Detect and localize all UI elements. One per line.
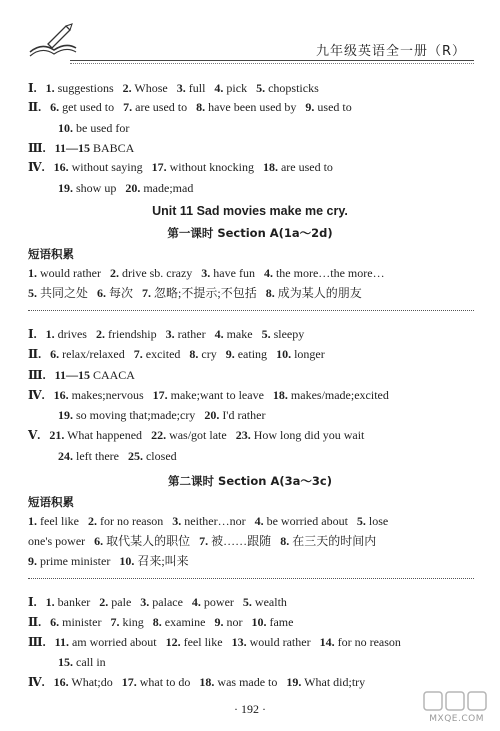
item-text: sleepy [270,327,305,341]
answer-item [276,347,325,361]
item-number: 3. [201,266,211,280]
item-number: 7. [110,615,120,629]
item-number: Ⅱ. [28,347,42,361]
item-number: 2. [122,81,132,95]
answer-item [255,514,348,528]
item-text: CAACA [89,368,135,382]
item-number: 2. [99,595,109,609]
item-number: 17. [152,388,168,402]
answer-item [28,327,37,341]
item-text: banker [54,595,91,609]
answer-line [28,367,144,383]
item-text: 每次 [106,286,134,300]
item-number: 20. [204,408,220,422]
phrase-heading: 短语积累 [28,247,74,261]
item-number: 18. [262,160,278,174]
answer-line [28,99,361,115]
answer-line [28,427,373,443]
answer-item [55,635,157,649]
answer-item [153,388,264,402]
book-title: 九年级英语全一册（R） [315,44,466,59]
answer-item [58,408,195,422]
item-number: Ⅲ. [28,635,46,649]
answer-item [196,100,296,114]
answer-item [204,408,265,422]
page-header [0,0,500,66]
answer-item [153,615,206,629]
answer-item [232,635,311,649]
answer-line [58,120,138,136]
item-number: 24. [58,449,73,463]
item-text: left there [73,449,119,463]
item-text: fame [266,615,294,629]
item-text: drive sb. crazy [118,266,193,280]
item-number: 13. [231,635,247,649]
answer-line [58,654,115,670]
answer-item [199,534,271,548]
answer-line [28,553,198,569]
item-number: Ⅰ. [28,595,37,609]
item-text: How long did you wait [250,428,365,442]
item-text: for no reason [96,514,164,528]
item-number: 25. [127,449,143,463]
answer-item [320,635,401,649]
answer-item [280,534,376,548]
watermark [394,690,494,726]
lesson-title: 第一课时 Section A(1a～2d) [167,226,333,240]
answer-item [46,595,91,609]
answer-item [28,141,46,155]
answer-item [54,388,144,402]
item-text: BABCA [89,141,135,155]
answer-line [28,265,394,281]
item-number: 6. [94,534,104,548]
item-number: 1. [45,595,55,609]
answer-item [201,266,255,280]
answer-item [243,595,287,609]
dotted-divider [28,310,474,311]
item-number: 8. [152,615,162,629]
item-text: What;do [68,675,113,689]
item-number: 17. [151,160,167,174]
item-number: Ⅱ. [28,615,42,629]
answer-item [58,449,119,463]
item-number: 5. [28,286,37,300]
item-number: 8. [196,100,206,114]
answer-item [28,595,37,609]
answer-item [58,655,106,669]
item-number: 5. [356,514,366,528]
item-number: 9. [214,615,224,629]
pen-book-logo-icon [26,22,80,62]
item-text: makes;nervous [68,388,144,402]
item-text: used to [314,100,352,114]
unit-title: Unit 11 Sad movies make me cry. [152,204,348,218]
item-number: 10. [251,615,267,629]
answer-item [110,615,143,629]
answer-line [28,80,328,96]
item-number: 8. [280,534,290,548]
answer-item [264,266,385,280]
item-number: 1. [28,266,37,280]
item-number: 19. [58,408,73,422]
item-text: longer [291,347,325,361]
answer-item [214,81,247,95]
item-text: prime minister [37,554,111,568]
item-text: rather [174,327,206,341]
item-text: make;want to leave [167,388,264,402]
item-number: 21. [49,428,65,442]
answer-item [251,615,293,629]
item-text: are used to [277,160,333,174]
answer-item [214,615,242,629]
phrase-heading: 短语积累 [28,495,74,509]
item-text: drives [54,327,87,341]
item-number: 4. [191,595,201,609]
item-text: nor [223,615,243,629]
item-text: be worried about [263,514,348,528]
item-text: suggestions [54,81,114,95]
item-text: king [119,615,144,629]
item-number: Ⅴ. [28,428,41,442]
answer-item [28,635,46,649]
item-text: what to do [136,675,191,689]
item-number: 3. [165,327,175,341]
answer-item [99,595,131,609]
answer-item [28,514,79,528]
item-number: 9. [225,347,235,361]
item-number: Ⅳ. [28,388,45,402]
answer-item [123,100,187,114]
item-text: Whose [131,81,168,95]
item-text: examine [161,615,206,629]
item-text: power [200,595,234,609]
answer-item [266,286,362,300]
item-text: call in [73,655,106,669]
item-number: 2. [109,266,119,280]
answer-item [28,428,40,442]
item-text: relax/relaxed [59,347,125,361]
answer-item [357,514,388,528]
item-number: 4. [254,514,264,528]
item-number: 4. [214,327,224,341]
answer-item [192,595,234,609]
answer-line [28,140,143,156]
answer-item [96,327,157,341]
answer-item [152,160,254,174]
item-text: am worried about [68,635,157,649]
answer-item [50,347,125,361]
item-number: 18. [199,675,215,689]
item-number: 18. [272,388,288,402]
answer-item [28,286,88,300]
answer-item [134,347,181,361]
item-text: get used to [59,100,115,114]
item-text: 召来;叫来 [134,554,189,568]
answer-line [28,387,398,403]
answer-item [49,428,142,442]
lesson-title: 第二课时 Section A(3a～3c) [168,474,332,488]
answer-item [122,675,191,689]
item-number: 8. [265,286,275,300]
item-text: palace [149,595,183,609]
item-text: have been used by [205,100,297,114]
answer-item [46,81,114,95]
answer-item [28,675,45,689]
answer-item [28,160,45,174]
item-number: Ⅳ. [28,675,45,689]
answer-item [125,181,193,195]
answer-item [123,81,168,95]
item-number: 8. [189,347,199,361]
answer-item [55,368,135,382]
item-number: 11—15 [54,368,90,382]
answer-item [110,266,192,280]
item-text: for no reason [334,635,401,649]
answer-line [28,594,296,610]
item-number: 7. [199,534,209,548]
item-number: 11—15 [54,141,90,155]
item-number: Ⅱ. [28,100,42,114]
item-text: full [185,81,206,95]
answer-item [54,160,143,174]
answer-line [28,285,371,301]
item-text: wealth [251,595,287,609]
dotted-divider [28,578,474,579]
answer-item [50,615,101,629]
item-text: so moving that;made;cry [73,408,196,422]
item-text: makes/made;excited [287,388,389,402]
item-number: 4. [214,81,224,95]
answer-item [88,514,163,528]
header-rule-dotted [70,63,474,64]
answer-item [54,675,113,689]
item-text: feel like [180,635,223,649]
answer-item [128,449,177,463]
item-number: 5. [261,327,271,341]
item-number: 9. [305,100,315,114]
item-number: 2. [95,327,105,341]
item-text: minister [59,615,102,629]
answer-line [28,634,410,650]
item-number: 6. [50,347,60,361]
item-number: 6. [50,615,60,629]
item-text: show up [73,181,117,195]
item-number: 11. [54,635,69,649]
item-number: 6. [97,286,107,300]
answer-item [28,615,41,629]
item-number: 15. [58,655,73,669]
answer-line [58,407,274,423]
item-text: be used for [73,121,130,135]
answer-line [28,326,313,342]
item-number: 3. [176,81,186,95]
item-text: excited [142,347,181,361]
item-number: 6. [50,100,60,114]
item-number: 10. [58,121,73,135]
answer-item [166,327,206,341]
item-text: lose [365,514,389,528]
answer-line [28,513,397,529]
item-number: 5. [256,81,266,95]
answer-item [58,181,116,195]
item-number: 19. [286,675,302,689]
item-text: 在三天的时间内 [289,534,377,548]
answer-item [262,327,305,341]
item-number: 19. [58,181,73,195]
item-text: cry [198,347,217,361]
answer-line [28,614,302,630]
item-text: I'd rather [219,408,266,422]
item-text: are used to [132,100,188,114]
answer-line [58,180,202,196]
answer-item [97,286,133,300]
item-text: friendship [104,327,157,341]
item-number: 17. [121,675,137,689]
item-text: was/got late [166,428,227,442]
item-number: 3. [172,514,182,528]
item-text: 共同之处 [37,286,89,300]
answer-item [28,534,85,548]
answer-line [28,674,374,690]
item-text: made;mad [140,181,194,195]
item-number: 14. [319,635,335,649]
answer-item [28,266,101,280]
answer-item [226,347,267,361]
item-text: make [223,327,253,341]
answer-item [286,675,365,689]
answer-item [46,327,87,341]
answer-item [273,388,389,402]
answer-item [28,347,41,361]
item-number: 3. [140,595,150,609]
item-text: one's power [28,534,86,548]
answer-item [94,534,190,548]
item-text: eating [234,347,268,361]
answer-line [58,448,186,464]
item-text: without saying [68,160,143,174]
item-number: 10. [119,554,135,568]
answer-item [177,81,206,95]
item-text: the more…the more… [272,266,385,280]
answer-item [55,141,135,155]
item-number: 2. [87,514,97,528]
item-text: What did;try [301,675,366,689]
item-number: 12. [165,635,181,649]
answer-item [50,100,114,114]
item-number: 16. [53,160,69,174]
item-text: feel like [37,514,79,528]
item-number: 7. [133,347,143,361]
answer-item [28,100,41,114]
answer-line [28,159,342,175]
item-text: 成为某人的朋友 [274,286,362,300]
item-number: Ⅰ. [28,81,37,95]
item-text: without knocking [166,160,254,174]
watermark-text: MXQE.COM [429,714,484,724]
answer-item [28,554,110,568]
answer-item [189,347,216,361]
answer-item [28,81,37,95]
answer-line [28,346,334,362]
item-text: 被……跟随 [208,534,272,548]
item-number: 20. [125,181,141,195]
answer-item [142,286,257,300]
item-number: Ⅳ. [28,160,45,174]
item-text: was made to [214,675,278,689]
item-text: pick [223,81,248,95]
item-number: Ⅲ. [28,368,46,382]
answer-item [140,595,183,609]
answer-item [58,121,129,135]
answer-item [256,81,319,95]
answer-item [263,160,333,174]
item-text: neither…nor [181,514,246,528]
item-text: 取代某人的职位 [103,534,191,548]
item-text: 忽略;不提示;不包括 [151,286,257,300]
item-number: Ⅰ. [28,327,37,341]
item-number: 16. [53,675,69,689]
item-number: 23. [235,428,251,442]
item-number: 7. [123,100,133,114]
item-number: 22. [151,428,167,442]
item-text: chopsticks [265,81,319,95]
item-number: 1. [28,514,37,528]
item-text: would rather [246,635,311,649]
item-number: 9. [28,554,37,568]
answer-item [28,388,45,402]
answer-item [119,554,188,568]
answer-item [305,100,351,114]
item-text: What happened [64,428,143,442]
header-rule [70,60,474,61]
item-number: 10. [276,347,292,361]
page-number: · 192 · [234,702,266,716]
item-number: 4. [263,266,273,280]
answer-item [172,514,245,528]
answer-line [28,533,385,549]
item-text: have fun [210,266,255,280]
item-number: 16. [53,388,69,402]
answer-item [236,428,365,442]
item-text: closed [142,449,177,463]
answer-item [166,635,223,649]
item-number: 1. [45,81,55,95]
item-number: 7. [142,286,152,300]
item-number: 5. [242,595,252,609]
answer-item [28,368,46,382]
item-number: Ⅲ. [28,141,46,155]
answer-item [199,675,277,689]
answer-item [215,327,253,341]
item-text: pale [108,595,132,609]
item-text: would rather [37,266,101,280]
answer-item [151,428,227,442]
item-number: 1. [45,327,55,341]
